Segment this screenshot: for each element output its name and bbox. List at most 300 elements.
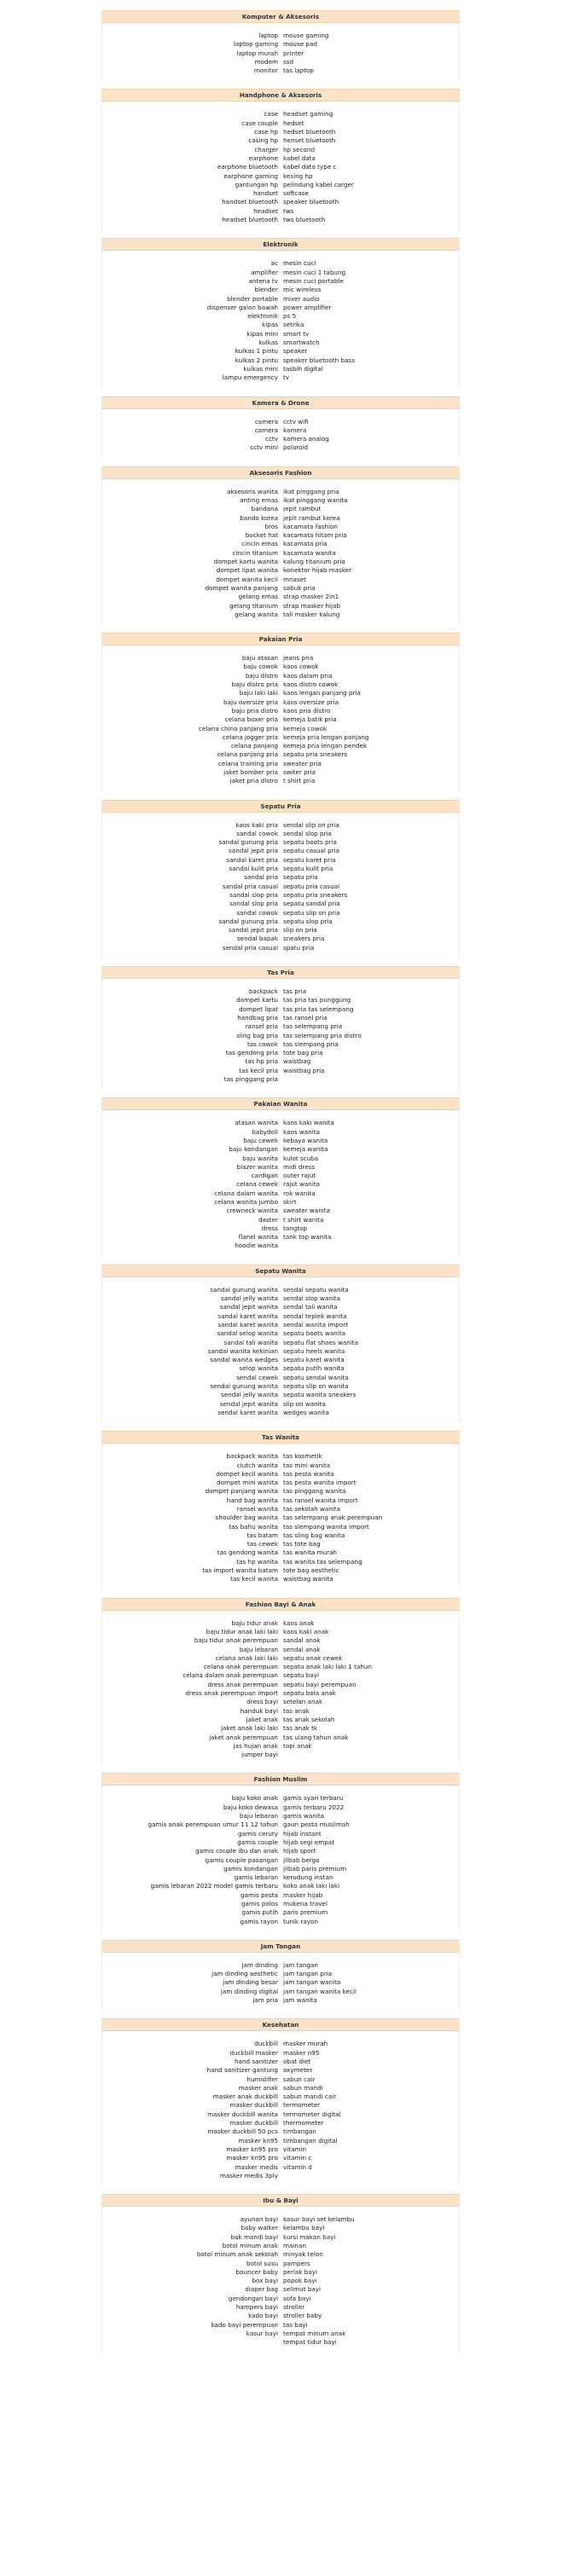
keyword-link[interactable]: sandal kulit pria: [229, 865, 278, 873]
keyword-link[interactable]: mouse pad: [283, 40, 317, 49]
keyword-link[interactable]: mixer audio: [283, 294, 320, 303]
keyword-link[interactable]: sepatu sendal wanita: [283, 1373, 349, 1381]
keyword-link[interactable]: sandal gunung pria: [218, 917, 278, 925]
keyword-link[interactable]: sepatu anak cewek: [283, 1653, 343, 1662]
keyword-link[interactable]: elektronik: [247, 312, 278, 321]
keyword-link[interactable]: dress bayi: [246, 1698, 278, 1706]
keyword-link[interactable]: tas anak tk: [283, 1724, 318, 1733]
keyword-link[interactable]: kesing hp: [283, 171, 313, 180]
keyword-link[interactable]: kalung titanium pria: [283, 558, 345, 566]
keyword-link[interactable]: kebaya wanita: [283, 1136, 328, 1144]
keyword-link[interactable]: sepatu pria sneakers: [283, 750, 348, 759]
keyword-link[interactable]: sepatu anak laki laki 1 tahun: [283, 1663, 373, 1671]
keyword-link[interactable]: power amplifier: [283, 303, 332, 311]
keyword-link[interactable]: kasur bayi: [246, 2329, 278, 2337]
keyword-link[interactable]: tws: [283, 206, 294, 215]
keyword-link[interactable]: tas selempang pria: [283, 1022, 343, 1031]
keyword-link[interactable]: dompet mini wanita: [217, 1479, 278, 1487]
keyword-link[interactable]: masker duckbill 50 pcs: [207, 2127, 278, 2136]
keyword-link[interactable]: sandal karet wanita: [217, 1320, 278, 1329]
keyword-link[interactable]: sandal wanita wedges: [210, 1356, 278, 1364]
keyword-link[interactable]: antena tv: [248, 276, 278, 285]
keyword-link[interactable]: setelan anak: [283, 1698, 323, 1706]
keyword-link[interactable]: selop wanita: [239, 1364, 278, 1373]
keyword-link[interactable]: rajut wanita: [283, 1180, 321, 1189]
keyword-link[interactable]: thermometer: [283, 2119, 324, 2127]
keyword-link[interactable]: duckbill masker: [229, 2048, 278, 2057]
keyword-link[interactable]: tempat minum anak: [283, 2329, 346, 2337]
keyword-link[interactable]: sandal karet wanita: [217, 1311, 278, 1320]
keyword-link[interactable]: bouncer baby: [235, 2267, 278, 2276]
keyword-link[interactable]: masker anak: [238, 2083, 278, 2092]
keyword-link[interactable]: stroller: [283, 2303, 305, 2312]
keyword-link[interactable]: tas cowok: [246, 1039, 278, 1048]
keyword-link[interactable]: dompet lipat: [239, 1004, 278, 1013]
keyword-link[interactable]: celana boxer pria: [224, 715, 278, 724]
keyword-link[interactable]: jam tangan wanita: [283, 1978, 341, 1987]
keyword-link[interactable]: kaos kaki wanita: [283, 1119, 334, 1127]
keyword-link[interactable]: gelang titanium: [229, 601, 278, 610]
keyword-link[interactable]: jam tangan pria: [283, 1970, 333, 1978]
keyword-link[interactable]: dompet wanita kecil: [216, 575, 278, 583]
keyword-link[interactable]: celana anak laki laki: [215, 1653, 278, 1662]
keyword-link[interactable]: cardigan: [251, 1172, 278, 1180]
keyword-link[interactable]: dompet kecil wanita: [216, 1469, 278, 1478]
keyword-link[interactable]: sepatu kulit pria: [283, 865, 333, 873]
keyword-link[interactable]: kipas: [262, 321, 278, 329]
keyword-link[interactable]: kulkas 1 pintu: [235, 347, 278, 356]
keyword-link[interactable]: lampu emergency: [222, 373, 278, 382]
keyword-link[interactable]: gaun pesta muslimah: [283, 1821, 350, 1829]
keyword-link[interactable]: ikat pinggang pria: [283, 487, 339, 495]
keyword-link[interactable]: sandal cowok: [236, 908, 278, 917]
keyword-link[interactable]: kemeja cowok: [283, 724, 327, 732]
keyword-link[interactable]: gamis polos: [241, 1899, 278, 1907]
keyword-link[interactable]: dompet lipat wanita: [216, 566, 278, 575]
keyword-link[interactable]: kaos oversize pria: [283, 698, 339, 706]
keyword-link[interactable]: waistbag: [283, 1057, 311, 1066]
keyword-link[interactable]: masker medis 3ply: [219, 2171, 278, 2179]
keyword-link[interactable]: baju koko anak: [231, 1794, 278, 1803]
keyword-link[interactable]: gamis terbaru 2022: [283, 1803, 345, 1811]
keyword-link[interactable]: topi anak: [283, 1741, 312, 1750]
keyword-link[interactable]: kabel data: [283, 153, 316, 162]
keyword-link[interactable]: flanel wanita: [238, 1233, 278, 1242]
keyword-link[interactable]: sepatu wanita sneakers: [283, 1391, 356, 1399]
keyword-link[interactable]: waistbag wanita: [283, 1575, 333, 1583]
keyword-link[interactable]: sabun mandi: [283, 2083, 323, 2092]
keyword-link[interactable]: box bayi: [252, 2277, 278, 2285]
keyword-link[interactable]: sendal slip on pria: [283, 820, 339, 829]
keyword-link[interactable]: sepatu bayi: [283, 1671, 320, 1680]
keyword-link[interactable]: perlak bayi: [283, 2267, 318, 2276]
keyword-link[interactable]: shoulder bag wanita: [215, 1514, 278, 1522]
keyword-link[interactable]: sandal jepit wanita: [219, 1303, 278, 1311]
keyword-link[interactable]: sendal jelly wanita: [221, 1391, 278, 1399]
keyword-link[interactable]: handuk bayi: [240, 1706, 278, 1715]
keyword-link[interactable]: atasan wanita: [235, 1119, 278, 1127]
keyword-link[interactable]: dompet kartu: [236, 996, 278, 1004]
keyword-link[interactable]: speaker bluetooth bass: [283, 356, 355, 364]
keyword-link[interactable]: spatu pria: [283, 943, 315, 952]
keyword-link[interactable]: sweater wanita: [283, 1207, 330, 1215]
keyword-link[interactable]: jam tangan: [283, 1960, 318, 1969]
keyword-link[interactable]: tas wanita murah: [283, 1548, 338, 1557]
keyword-link[interactable]: baju cewek: [243, 1136, 278, 1144]
keyword-link[interactable]: jam dinding besar: [223, 1978, 278, 1987]
keyword-link[interactable]: babydoll: [252, 1127, 278, 1136]
keyword-link[interactable]: outer rajut: [283, 1172, 316, 1180]
keyword-link[interactable]: mesin cuci: [283, 259, 316, 268]
keyword-link[interactable]: gelang emas: [238, 593, 278, 601]
keyword-link[interactable]: celana panjang pria: [217, 750, 278, 759]
keyword-link[interactable]: tas mini wanita: [283, 1461, 331, 1469]
keyword-link[interactable]: dompet wanita panjang: [205, 583, 278, 592]
keyword-link[interactable]: sendal sepatu wanita: [283, 1285, 349, 1294]
keyword-link[interactable]: sandal gunung wanita: [210, 1285, 278, 1294]
keyword-link[interactable]: hand sanitizer gantung: [206, 2066, 278, 2075]
keyword-link[interactable]: botol susu: [246, 2259, 278, 2267]
keyword-link[interactable]: masker kn95: [238, 2136, 278, 2145]
keyword-link[interactable]: selimut bayi: [283, 2285, 322, 2294]
keyword-link[interactable]: mainan: [283, 2242, 306, 2249]
keyword-link[interactable]: duckbill: [254, 2040, 278, 2048]
keyword-link[interactable]: kipas mini: [246, 329, 278, 338]
keyword-link[interactable]: kulkas 2 pintu: [235, 356, 278, 364]
keyword-link[interactable]: tunik rayon: [283, 1917, 318, 1925]
keyword-link[interactable]: gelang wanita: [235, 610, 278, 618]
keyword-link[interactable]: celana wanita jumbo: [214, 1197, 278, 1206]
keyword-link[interactable]: tas anak sekolah: [283, 1715, 335, 1723]
keyword-link[interactable]: sendal karet wanita: [217, 1408, 278, 1416]
keyword-link[interactable]: gamis couple ibu dan anak: [195, 1847, 278, 1855]
keyword-link[interactable]: anting emas: [240, 495, 278, 504]
keyword-link[interactable]: waistbag pria: [283, 1066, 325, 1074]
keyword-link[interactable]: kaos cowok: [283, 663, 319, 671]
keyword-link[interactable]: earphone: [248, 153, 278, 162]
keyword-link[interactable]: backpack wanita: [226, 1452, 278, 1461]
keyword-link[interactable]: tas slempang pria: [283, 1039, 339, 1048]
keyword-link[interactable]: clutch wanita: [236, 1461, 278, 1469]
keyword-link[interactable]: hijab segi empat: [283, 1838, 335, 1846]
keyword-link[interactable]: sling bag pria: [236, 1031, 278, 1039]
keyword-link[interactable]: dress anak perempuan: [207, 1680, 278, 1688]
keyword-link[interactable]: gamis rayon: [240, 1917, 278, 1925]
keyword-link[interactable]: tas bahu wanita: [229, 1522, 278, 1531]
keyword-link[interactable]: termometer: [283, 2101, 321, 2110]
keyword-link[interactable]: sendal wanita import: [283, 1320, 349, 1329]
keyword-link[interactable]: sendal slop pria: [283, 829, 332, 837]
keyword-link[interactable]: kabel data type c: [283, 163, 337, 171]
keyword-link[interactable]: case hp: [254, 128, 278, 136]
keyword-link[interactable]: paris premium: [283, 1908, 328, 1917]
keyword-link[interactable]: gamis lebaran: [234, 1873, 278, 1882]
keyword-link[interactable]: tas kecil wanita: [230, 1575, 278, 1583]
keyword-link[interactable]: hijab instant: [283, 1829, 322, 1838]
keyword-link[interactable]: sabuk pria: [283, 583, 316, 592]
keyword-link[interactable]: tas bayi: [283, 2320, 308, 2329]
keyword-link[interactable]: sandal pria casual: [222, 882, 278, 890]
keyword-link[interactable]: celana dalam anak perempuan: [183, 1671, 278, 1680]
keyword-link[interactable]: gamis ceruty: [238, 1829, 278, 1838]
keyword-link[interactable]: jam tangan wanita kecil: [283, 1987, 356, 1995]
keyword-link[interactable]: printer: [283, 49, 304, 57]
keyword-link[interactable]: hampers bayi: [235, 2303, 278, 2312]
keyword-link[interactable]: sweater pria: [283, 759, 322, 767]
keyword-link[interactable]: ransel pria: [245, 1022, 278, 1031]
keyword-link[interactable]: vitamin d: [283, 2162, 312, 2171]
keyword-link[interactable]: jam dinding digital: [220, 1987, 278, 1995]
keyword-link[interactable]: masker medis: [235, 2162, 278, 2171]
keyword-link[interactable]: masker murah: [283, 2040, 328, 2048]
keyword-link[interactable]: tas hp wanita: [236, 1557, 278, 1566]
keyword-link[interactable]: amplifier: [251, 268, 278, 276]
keyword-link[interactable]: pampers: [283, 2259, 310, 2267]
keyword-link[interactable]: jaket pria distro: [229, 777, 278, 785]
keyword-link[interactable]: jilbab paris premium: [283, 1864, 347, 1873]
keyword-link[interactable]: tas selempang pria distro: [283, 1031, 362, 1039]
keyword-link[interactable]: sepatu bola anak: [283, 1689, 336, 1698]
keyword-link[interactable]: cincin emas: [241, 540, 278, 548]
keyword-link[interactable]: baju pria distro: [231, 706, 278, 715]
keyword-link[interactable]: ac: [270, 259, 278, 268]
keyword-link[interactable]: sendal gunung wanita: [210, 1382, 278, 1391]
keyword-link[interactable]: gamis pesta: [241, 1890, 278, 1899]
keyword-link[interactable]: baju lebaran: [239, 1645, 278, 1653]
keyword-link[interactable]: koko anak laki laki: [283, 1882, 340, 1890]
keyword-link[interactable]: tas hp pria: [245, 1057, 278, 1066]
keyword-link[interactable]: backpack: [248, 987, 278, 996]
keyword-link[interactable]: termometer digital: [283, 2110, 341, 2118]
keyword-link[interactable]: tas laptop: [283, 67, 314, 75]
keyword-link[interactable]: jam dinding: [241, 1960, 278, 1969]
keyword-link[interactable]: tas pria tas punggung: [283, 996, 351, 1004]
keyword-link[interactable]: celana anak perempuan: [203, 1663, 278, 1671]
keyword-link[interactable]: sandal tali wanita: [223, 1338, 278, 1346]
keyword-link[interactable]: dompet panjang wanita: [205, 1487, 278, 1496]
keyword-link[interactable]: sepatu slop pria: [283, 917, 333, 925]
keyword-link[interactable]: gamis couple pasangan: [205, 1855, 278, 1864]
keyword-link[interactable]: kerudung instan: [283, 1873, 333, 1882]
keyword-link[interactable]: baju koko dewasa: [223, 1803, 278, 1811]
keyword-link[interactable]: masker kn95 pro: [226, 2154, 278, 2162]
keyword-link[interactable]: kaos distro cowok: [283, 680, 339, 689]
keyword-link[interactable]: baju atasan: [241, 654, 278, 663]
keyword-link[interactable]: bak mandi bayi: [230, 2232, 278, 2241]
keyword-link[interactable]: jilbab bergo: [283, 1855, 320, 1864]
keyword-link[interactable]: sandal jelly wanita: [221, 1294, 278, 1303]
keyword-link[interactable]: jas hujan anak: [233, 1741, 278, 1750]
keyword-link[interactable]: cctv mini: [250, 443, 278, 452]
keyword-link[interactable]: sendal bapak: [236, 935, 278, 943]
keyword-link[interactable]: minyak telon: [283, 2250, 323, 2259]
keyword-link[interactable]: gantungan hp: [235, 180, 278, 188]
keyword-link[interactable]: strap masker hijab: [283, 601, 341, 610]
keyword-link[interactable]: gamis syari terbaru: [283, 1794, 344, 1803]
keyword-link[interactable]: blender: [254, 286, 278, 294]
keyword-link[interactable]: henset bluetooth: [283, 136, 336, 145]
keyword-link[interactable]: kacamata fashion: [283, 522, 338, 530]
keyword-link[interactable]: slip on pria: [283, 926, 317, 935]
keyword-link[interactable]: tas pria tas selempang: [283, 1004, 354, 1013]
keyword-link[interactable]: masker hijab: [283, 1890, 323, 1899]
keyword-link[interactable]: kasur bayi set kelambu: [283, 2215, 355, 2224]
keyword-link[interactable]: tas pinggang wanita: [283, 1487, 346, 1496]
keyword-link[interactable]: casing hp: [248, 136, 278, 145]
keyword-link[interactable]: kursi makan bayi: [283, 2232, 336, 2241]
keyword-link[interactable]: crewneck wanita: [226, 1207, 278, 1215]
keyword-link[interactable]: sandal pria: [244, 873, 278, 882]
keyword-link[interactable]: blender portable: [227, 294, 278, 303]
keyword-link[interactable]: sepatu pria sneakers: [283, 890, 348, 899]
keyword-link[interactable]: ikat pinggang wanita: [283, 495, 348, 504]
keyword-link[interactable]: cctv: [265, 435, 278, 443]
keyword-link[interactable]: baju tidur anak laki laki: [206, 1627, 278, 1635]
keyword-link[interactable]: tas sekolah wanita: [283, 1505, 341, 1513]
keyword-link[interactable]: kaos kaki pria: [235, 820, 278, 829]
keyword-link[interactable]: tas pesta wanita: [283, 1469, 334, 1478]
keyword-link[interactable]: tas slempang wanita import: [283, 1522, 369, 1531]
keyword-link[interactable]: kacamata wanita: [283, 548, 336, 557]
keyword-link[interactable]: tws bluetooth: [283, 216, 326, 224]
keyword-link[interactable]: kelambu bayi: [283, 2224, 325, 2232]
keyword-link[interactable]: kacamata hitam pria: [283, 531, 347, 540]
keyword-link[interactable]: kaos pria distro: [283, 706, 331, 715]
keyword-link[interactable]: celana cewek: [236, 1180, 278, 1189]
keyword-link[interactable]: mukena travel: [283, 1899, 327, 1907]
keyword-link[interactable]: tas pinggang pria: [223, 1075, 278, 1084]
keyword-link[interactable]: sepatu flat shoes wanita: [283, 1338, 359, 1346]
keyword-link[interactable]: sepatu casual pria: [283, 847, 340, 855]
keyword-link[interactable]: masker kn95 pro: [226, 2145, 278, 2153]
keyword-link[interactable]: bando korea: [240, 513, 278, 522]
keyword-link[interactable]: tote bag aesthetic: [283, 1566, 339, 1575]
keyword-link[interactable]: jam wanita: [283, 1996, 317, 2005]
keyword-link[interactable]: gamis anak perempuan umur 11 12 tahun: [148, 1821, 278, 1829]
keyword-link[interactable]: jepit rambut: [283, 505, 322, 513]
keyword-link[interactable]: laptop murah: [236, 49, 278, 57]
keyword-link[interactable]: ssd: [283, 57, 294, 66]
keyword-link[interactable]: kemeja batik pria: [283, 715, 337, 724]
keyword-link[interactable]: tas ransel pria: [283, 1013, 327, 1022]
keyword-link[interactable]: jaket bomber pria: [223, 768, 278, 776]
keyword-link[interactable]: tas kecil pria: [239, 1066, 278, 1074]
keyword-link[interactable]: cctv wifi: [283, 417, 309, 425]
keyword-link[interactable]: baju distro: [245, 671, 278, 680]
keyword-link[interactable]: kaos lengan panjang pria: [283, 689, 361, 698]
keyword-link[interactable]: aksesoris wanita: [227, 487, 278, 495]
keyword-link[interactable]: case couple: [241, 119, 278, 127]
keyword-link[interactable]: gamis couple: [237, 1838, 278, 1846]
keyword-link[interactable]: popok bayi: [283, 2277, 317, 2285]
keyword-link[interactable]: kamera: [283, 425, 307, 434]
keyword-link[interactable]: botol minum anak sekolah: [196, 2250, 278, 2259]
keyword-link[interactable]: sendal slop wanita: [283, 1294, 341, 1303]
keyword-link[interactable]: masker duckbill wanita: [207, 2110, 278, 2118]
keyword-link[interactable]: tangtop: [283, 1224, 308, 1232]
keyword-link[interactable]: jam dinding aesthetic: [212, 1970, 278, 1978]
keyword-link[interactable]: celana dalam wanita: [214, 1189, 278, 1197]
keyword-link[interactable]: tv: [283, 373, 290, 382]
keyword-link[interactable]: tali masker kalung: [283, 610, 340, 618]
keyword-link[interactable]: kaos wanita: [283, 1127, 320, 1136]
keyword-link[interactable]: sandal wanita kekinian: [207, 1346, 278, 1355]
keyword-link[interactable]: baju distro pria: [231, 680, 278, 689]
keyword-link[interactable]: jumper bayi: [241, 1751, 278, 1759]
keyword-link[interactable]: jepit rambut korea: [283, 513, 340, 522]
keyword-link[interactable]: sepatu pria casual: [283, 882, 340, 890]
keyword-link[interactable]: speaker bluetooth: [283, 198, 339, 206]
keyword-link[interactable]: hp second: [283, 145, 316, 153]
keyword-link[interactable]: pelindung kabel carger: [283, 180, 354, 188]
keyword-link[interactable]: baju cowok: [243, 663, 278, 671]
keyword-link[interactable]: kemeja wanita: [283, 1145, 328, 1154]
keyword-link[interactable]: kemeja pria lengan pendek: [283, 742, 368, 750]
keyword-link[interactable]: case: [264, 110, 278, 119]
keyword-link[interactable]: baby walker: [241, 2224, 278, 2232]
keyword-link[interactable]: kulot scuba: [283, 1154, 319, 1162]
keyword-link[interactable]: sabun mandi cair: [283, 2093, 337, 2101]
keyword-link[interactable]: tas ulang tahun anak: [283, 1733, 349, 1741]
keyword-link[interactable]: sabun cair: [283, 2075, 316, 2083]
keyword-link[interactable]: tempat tidur bayi: [283, 2338, 337, 2347]
keyword-link[interactable]: ransel wanita: [236, 1505, 278, 1513]
keyword-link[interactable]: kacamata pria: [283, 540, 327, 548]
keyword-link[interactable]: handset: [252, 189, 278, 198]
keyword-link[interactable]: kaos dalam pria: [283, 671, 333, 680]
keyword-link[interactable]: celana panjang: [230, 742, 278, 750]
keyword-link[interactable]: mnaset: [283, 575, 306, 583]
keyword-link[interactable]: polaroid: [283, 443, 309, 452]
keyword-link[interactable]: jam pria: [252, 1996, 278, 2005]
keyword-link[interactable]: baju tidur anak perempuan: [194, 1636, 278, 1645]
keyword-link[interactable]: kemeja pria lengan panjang: [283, 732, 369, 741]
keyword-link[interactable]: sandal slop pria: [229, 890, 278, 899]
keyword-link[interactable]: sepatu boots pria: [283, 838, 337, 847]
keyword-link[interactable]: t shirt pria: [283, 777, 316, 785]
keyword-link[interactable]: hoodie wanita: [235, 1242, 278, 1250]
keyword-link[interactable]: hand bag wanita: [226, 1496, 278, 1504]
keyword-link[interactable]: masker anak duckbill: [212, 2093, 278, 2101]
keyword-link[interactable]: baju kondangan: [229, 1145, 278, 1154]
keyword-link[interactable]: vitamin c: [283, 2154, 312, 2162]
keyword-link[interactable]: gendongan bayi: [228, 2294, 278, 2302]
keyword-link[interactable]: sandal karet pria: [226, 855, 278, 864]
keyword-link[interactable]: dress anak perempuan import: [185, 1689, 278, 1698]
keyword-link[interactable]: sendal cewek: [236, 1373, 278, 1381]
keyword-link[interactable]: rok wanita: [283, 1189, 316, 1197]
keyword-link[interactable]: mesin cuci portable: [283, 276, 344, 285]
keyword-link[interactable]: speaker: [283, 347, 308, 356]
keyword-link[interactable]: sepatu slip on wanita: [283, 1382, 349, 1391]
keyword-link[interactable]: sandal jepit pria: [229, 847, 278, 855]
keyword-link[interactable]: kado bayi perempuan: [211, 2320, 278, 2329]
keyword-link[interactable]: masker duckbill: [229, 2101, 278, 2110]
keyword-link[interactable]: tas ransel wanita import: [283, 1496, 358, 1504]
keyword-link[interactable]: mouse gaming: [283, 32, 329, 39]
keyword-link[interactable]: handbag pria: [237, 1013, 278, 1022]
keyword-link[interactable]: gamis kondangan: [223, 1864, 278, 1873]
keyword-link[interactable]: earphone bluetooth: [217, 163, 278, 171]
keyword-link[interactable]: t shirt wanita: [283, 1215, 324, 1224]
keyword-link[interactable]: ayunan bayi: [240, 2215, 278, 2224]
keyword-link[interactable]: mic wireless: [283, 286, 322, 294]
keyword-link[interactable]: celana training pria: [217, 759, 278, 767]
keyword-link[interactable]: handset bluetooth: [222, 198, 278, 206]
keyword-link[interactable]: setrika: [283, 321, 304, 329]
keyword-link[interactable]: sandal selop wanita: [217, 1329, 278, 1338]
keyword-link[interactable]: sepatu bayi perempuan: [283, 1680, 356, 1688]
